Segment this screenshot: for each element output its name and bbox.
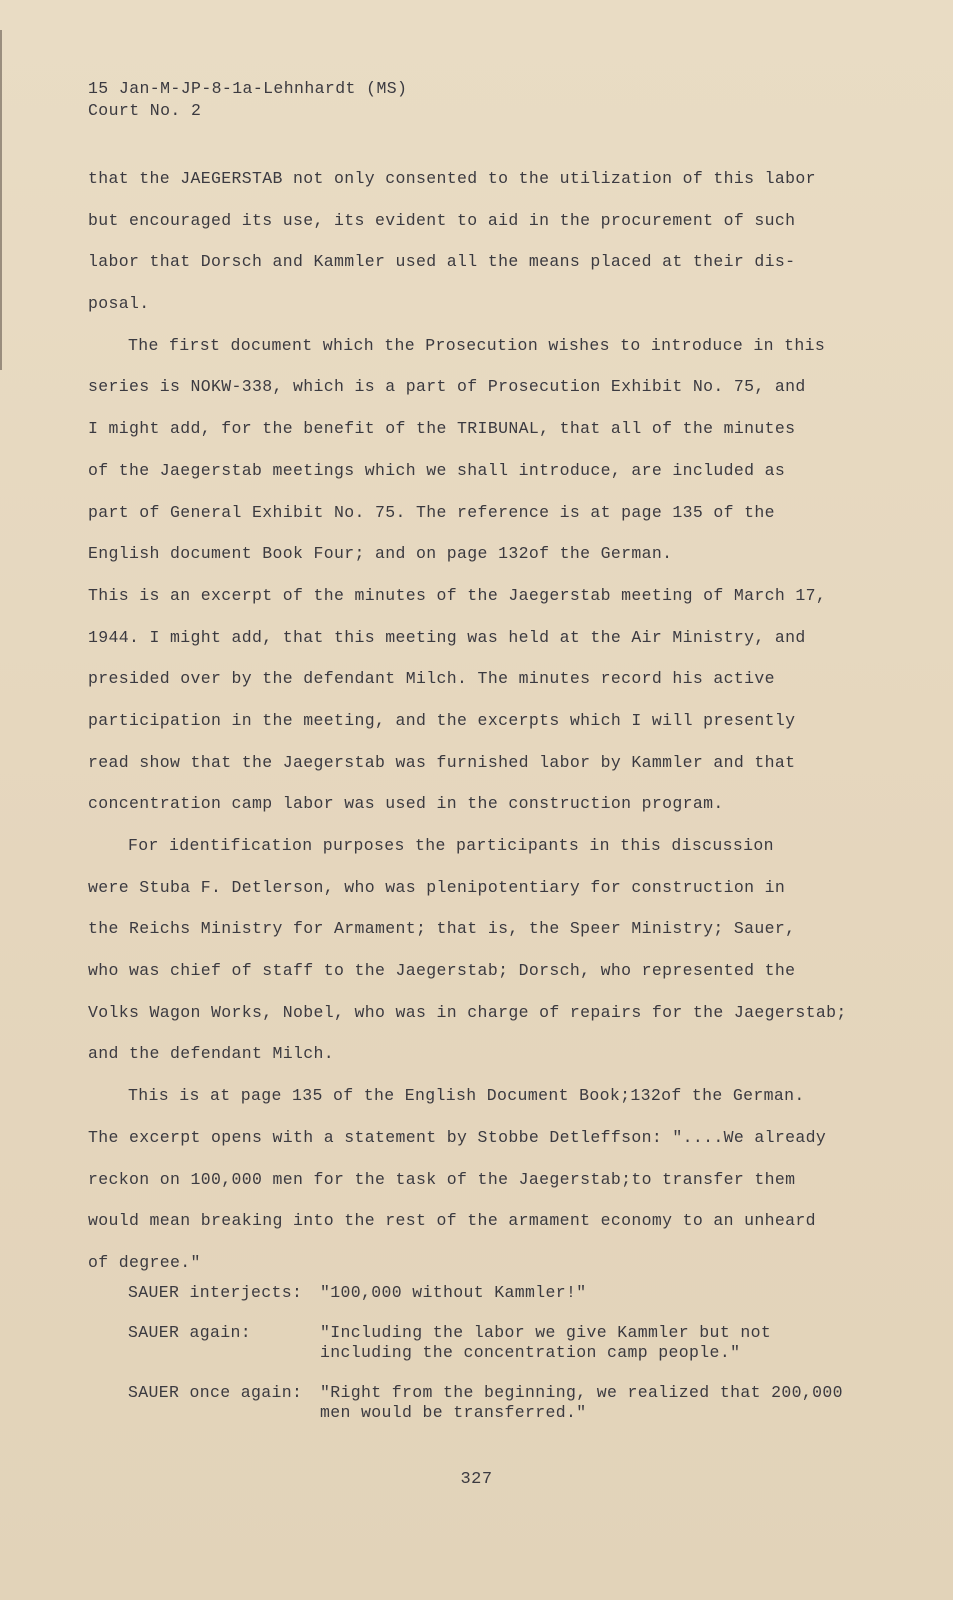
text-line: labor that Dorsch and Kammler used all the means placed at their dis- [88, 252, 796, 272]
text-line: the Reichs Ministry for Armament; that is, the Speer Ministry; Sauer, [88, 919, 796, 939]
text-line: participation in the meeting, and the excerpts which I will presently [88, 710, 796, 730]
text-line: posal. [88, 294, 150, 314]
document-header [88, 78, 407, 122]
text-line: This is at page 135 of the English Document Book;132of the German. [128, 1086, 805, 1106]
text-line: and the defendant Milch. [88, 1044, 335, 1064]
text-line: presided over by the defendant Milch. The minutes record his active [88, 669, 775, 689]
text-line: series is NOKW-338, which is a part of Prosecution Exhibit No. 75, and [88, 377, 806, 397]
text-line: The excerpt opens with a statement by Stobbe Detleffson: "....We already [88, 1127, 827, 1147]
text-line: of the Jaegerstab meetings which we shall introduce, are included as [88, 460, 786, 480]
text-line: concentration camp labor was used in the construction program. [88, 794, 724, 814]
text-line: who was chief of staff to the Jaegerstab; Dorsch, who represented the [88, 961, 796, 981]
binding-edge-mark [0, 30, 10, 370]
text-line: would mean breaking into the rest of the armament economy to an unheard [88, 1211, 816, 1231]
text-line: reckon on 100,000 men for the task of the Jaegerstab;to transfer them [88, 1169, 796, 1189]
quote-row [128, 1283, 848, 1303]
text-line: were Stuba F. Detlerson, who was plenipotentiary for construction in [88, 877, 786, 897]
text-line: I might add, for the benefit of the TRIBUNAL, that all of the minutes [88, 419, 796, 439]
text-line: Volks Wagon Works, Nobel, who was in charge of repairs for the Jaegerstab; [88, 1002, 847, 1022]
quote-text: "Right from the beginning, we realized that 200,000 men would be transferred." [320, 1383, 843, 1422]
quoted-statements [128, 1283, 848, 1443]
text-line: of degree." [88, 1252, 201, 1272]
quote-text: "Including the labor we give Kammler but not including the concentration camp people." [320, 1323, 772, 1362]
body-text [88, 158, 848, 1284]
header-reference: 15 Jan-M-JP-8-1a-Lehnhardt (MS) [88, 79, 408, 98]
quote-row [128, 1383, 848, 1423]
text-line: The first document which the Prosecution wishes to introduce in this [128, 335, 826, 355]
text-line: read show that the Jaegerstab was furnished labor by Kammler and that [88, 752, 796, 772]
text-line: part of General Exhibit No. 75. The reference is at page 135 of the [88, 502, 775, 522]
text-line: For identification purposes the participants in this discussion [128, 836, 774, 855]
quote-speaker: SAUER again: [128, 1323, 252, 1342]
quote-row [128, 1323, 848, 1363]
header-court: Court No. 2 [88, 101, 202, 120]
text-line: that the JAEGERSTAB not only consented to the utilization of this labor [88, 169, 816, 188]
text-line: 1944. I might add, that this meeting was held at the Air Ministry, and [88, 627, 806, 647]
quote-speaker: SAUER interjects: [128, 1283, 303, 1302]
quote-text: "100,000 without Kammler!" [320, 1283, 587, 1302]
text-line: but encouraged its use, its evident to aid in the procurement of such [88, 210, 796, 230]
text-line: English document Book Four; and on page 132of the German. [88, 544, 673, 564]
quote-speaker: SAUER once again: [128, 1383, 303, 1402]
text-line: This is an excerpt of the minutes of the Jaegerstab meeting of March 17, [88, 585, 827, 605]
page-number: 327 [460, 1470, 493, 1489]
